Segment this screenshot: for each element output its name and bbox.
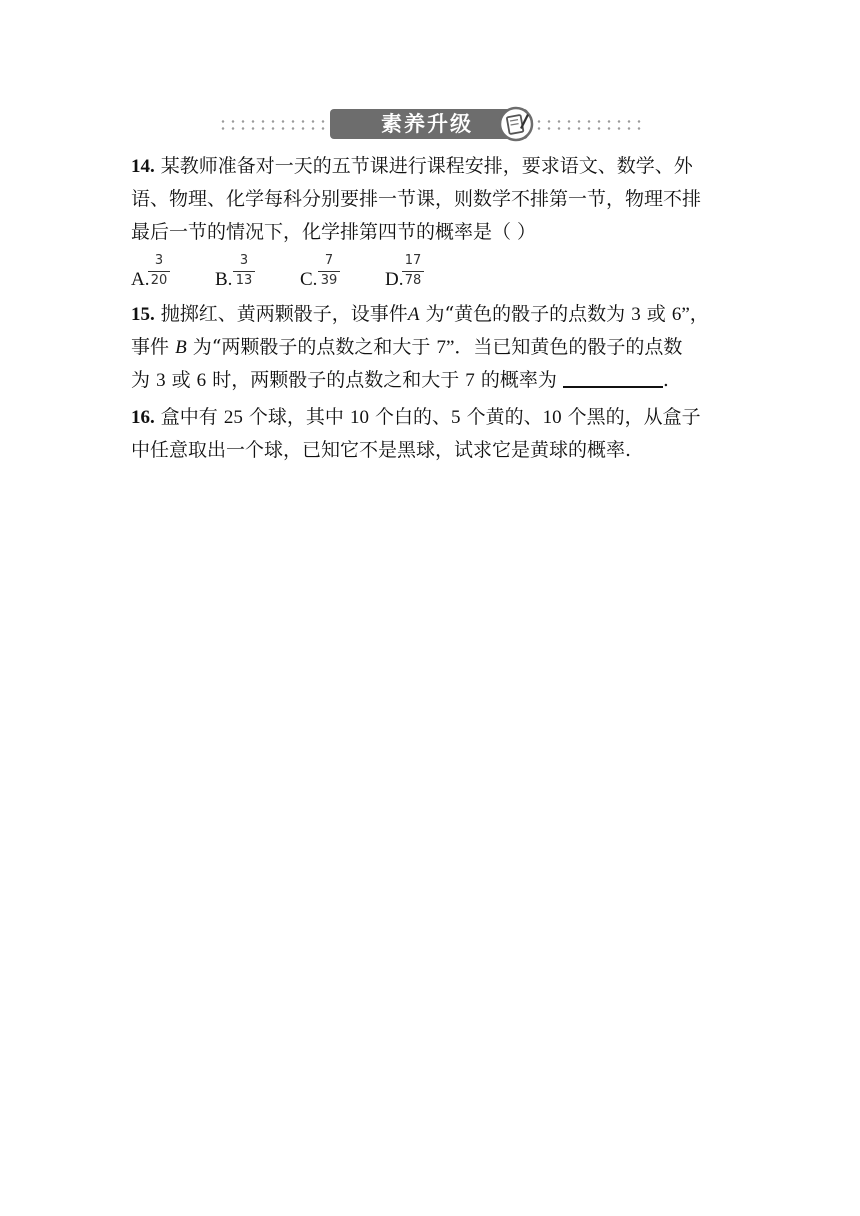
section-banner <box>218 104 642 144</box>
event-a-variable: A <box>407 304 420 325</box>
denominator: 13 <box>235 273 253 288</box>
question-number: 16 <box>131 407 150 428</box>
question-14-line-1: 14. 某教师准备对一天的五节课进行课程安排，要求语文、数学、外 <box>131 155 693 177</box>
denominator: 39 <box>320 273 338 288</box>
question-14-options <box>131 253 531 293</box>
denominator: 20 <box>150 273 168 288</box>
denominator: 78 <box>404 273 422 288</box>
question-14-line-3: 最后一节的情况下，化学排第四节的概率是（ ） <box>131 221 537 243</box>
decorative-dots-right <box>534 118 644 132</box>
question-text: 某教师准备对一天的五节课进行课程安排，要求语文、数学、外 <box>160 155 693 177</box>
question-16-line-1: 16. 盒中有 25 个球，其中 10 个白的、5 个黄的、10 个黑的，从盒子 <box>131 406 701 428</box>
question-number: 15 <box>131 304 150 325</box>
question-15-line-3: 为 3 或 6 时，两颗骰子的点数之和大于 7 的概率为 . <box>131 369 669 391</box>
question-14-line-2: 语、物理、化学每科分别要排一节课，则数学不排第一节，物理不排 <box>131 188 702 210</box>
question-15-line-2: 事件 B 为“两颗骰子的点数之和大于 7”．当已知黄色的骰子的点数 <box>131 336 683 358</box>
option-letter: C. <box>300 269 318 290</box>
event-b-variable: B <box>175 337 187 358</box>
question-16-line-2: 中任意取出一个球，已知它不是黑球，试求它是黄球的概率. <box>131 439 632 461</box>
option-letter: D. <box>385 269 404 290</box>
option-letter: B. <box>215 269 233 290</box>
notebook-pencil-icon <box>498 106 534 142</box>
decorative-dots-left <box>218 118 328 132</box>
numerator: 7 <box>324 253 334 268</box>
answer-blank[interactable] <box>563 368 663 388</box>
numerator: 3 <box>154 253 164 268</box>
question-15-line-1: 15. 抛掷红、黄两颗骰子，设事件A 为“黄色的骰子的点数为 3 或 6”， <box>131 303 709 325</box>
section-title: 素养升级 <box>381 112 473 136</box>
numerator: 3 <box>239 253 249 268</box>
option-letter: A. <box>131 269 150 290</box>
question-number: 14 <box>131 156 150 177</box>
numerator: 17 <box>404 253 422 268</box>
